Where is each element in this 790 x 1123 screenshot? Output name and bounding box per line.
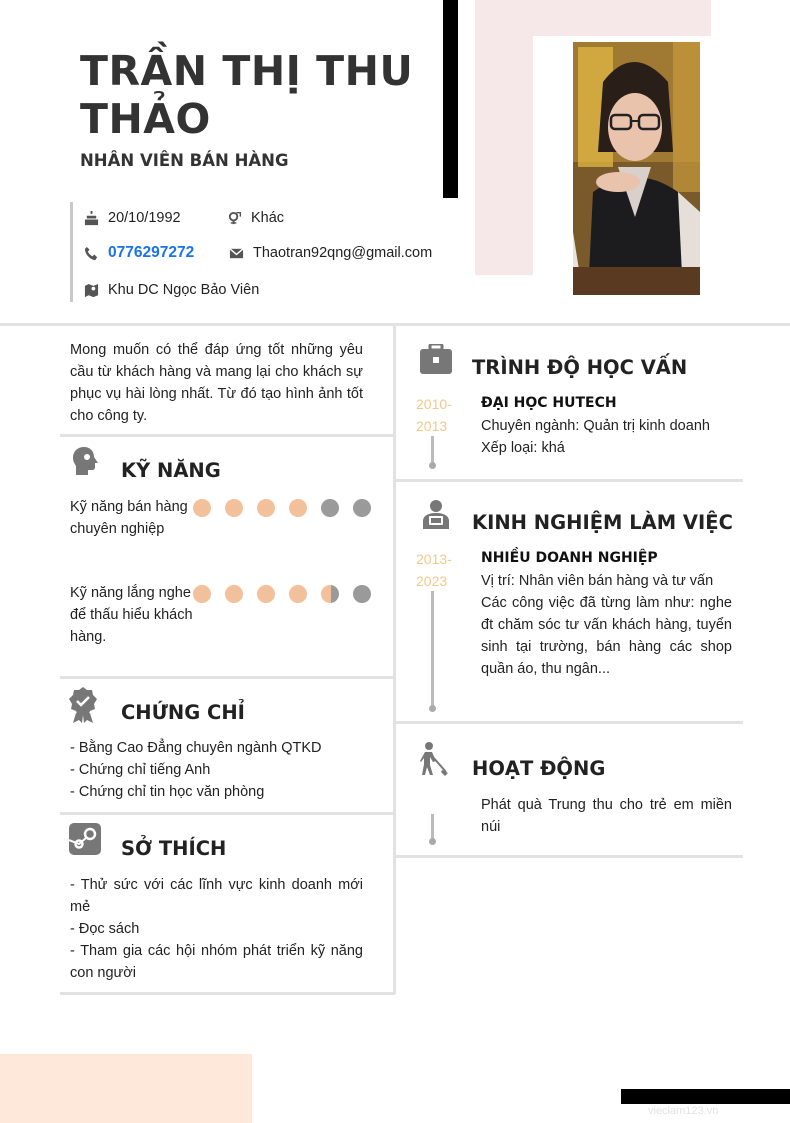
- certificates-divider: [60, 812, 395, 815]
- education-divider: [396, 479, 743, 482]
- activities-title: HOẠT ĐỘNG: [472, 757, 606, 780]
- skills-title: KỸ NĂNG: [121, 459, 221, 482]
- footer-peach-block: [0, 1054, 252, 1123]
- education-year-start: 2010-: [416, 396, 452, 412]
- email-row[interactable]: [229, 245, 432, 261]
- education-details: [481, 415, 741, 459]
- hobbies-divider: [60, 992, 395, 995]
- timeline-line: [431, 591, 434, 707]
- experience-divider: [396, 721, 743, 724]
- map-pin-icon: [84, 283, 99, 298]
- birthday-row: [84, 210, 181, 226]
- list-item: - Thử sức với các lĩnh vực kinh doanh mới mẻ: [70, 877, 363, 915]
- skill-label: Kỹ năng bán hàng chuyên nghiệp: [70, 499, 188, 537]
- experience-position: Vị trí: Nhân viên bán hàng và tư vấn: [481, 573, 714, 589]
- rating-dot-filled: [193, 585, 211, 603]
- education-title: TRÌNH ĐỘ HỌC VẤN: [472, 356, 688, 379]
- list-item: - Bằng Cao Đẳng chuyên ngành QTKD: [70, 740, 322, 756]
- experience-title: KINH NGHIỆM LÀM VIỆC: [472, 511, 733, 534]
- rating-dot-filled: [193, 499, 211, 517]
- activities-divider: [396, 855, 743, 858]
- timeline-dot: [429, 462, 436, 469]
- certificates-title: CHỨNG CHỈ: [121, 701, 245, 724]
- rating-dot-empty: [353, 585, 371, 603]
- skills-head-icon: [70, 445, 102, 482]
- phone-row[interactable]: [84, 244, 194, 262]
- rating-dot-filled: [257, 585, 275, 603]
- rating-dot-filled: [225, 499, 243, 517]
- experience-year-start: 2013-: [416, 551, 452, 567]
- rating-dot-empty: [353, 499, 371, 517]
- list-item: - Chứng chỉ tin học văn phòng: [70, 784, 265, 800]
- certificate-icon: [69, 687, 97, 728]
- phone-icon: [84, 246, 99, 261]
- gender-row: [227, 210, 284, 226]
- education-school: ĐẠI HỌC HUTECH: [481, 395, 617, 411]
- candidate-name: TRẦN THỊ THU THẢO: [80, 47, 414, 143]
- footer-black-bar: [621, 1089, 790, 1104]
- rating-dot-half: [321, 585, 339, 603]
- address-row: [84, 282, 259, 298]
- list-item: - Chứng chỉ tiếng Anh: [70, 762, 211, 778]
- person-laptop-icon: [420, 499, 452, 534]
- rating-dot-filled: [225, 585, 243, 603]
- objective-text: Mong muốn có thể đáp ứng tốt những yêu cầu từ khách hàng và mang lại cho khách sự phục vụ hài lòng nhất. Từ đó tạo hình ảnh tốt cho công ty.: [70, 342, 363, 424]
- experience-details: [481, 570, 732, 680]
- experience-year-end: 2023: [416, 573, 448, 589]
- email-value[interactable]: Thaotran92qng@gmail.com: [253, 245, 433, 261]
- rating-dot-filled: [289, 585, 307, 603]
- list-item: - Tham gia các hội nhóm phát triển kỹ năng con người: [70, 943, 363, 981]
- watermark: vieclam123.vn: [648, 1105, 719, 1117]
- address-value: Khu DC Ngọc Bảo Viên: [108, 282, 260, 298]
- hobbies-list: [70, 874, 363, 984]
- gender-value: Khác: [251, 210, 285, 226]
- education-major: Chuyên ngành: Quản trị kinh doanh: [481, 418, 710, 434]
- education-grade: Xếp loại: khá: [481, 440, 565, 456]
- list-item: - Đọc sách: [70, 921, 140, 937]
- briefcase-icon: [420, 344, 452, 379]
- cake-icon: [84, 211, 99, 226]
- gender-icon: [227, 211, 242, 226]
- objective-divider: [60, 434, 395, 437]
- timeline-dot: [429, 838, 436, 845]
- activities-description: Phát quà Trung thu cho trẻ em miền núi: [481, 797, 732, 835]
- timeline-dot: [429, 705, 436, 712]
- rating-dot-filled: [289, 499, 307, 517]
- skill-label: Kỹ năng lắng nghe để thấu hiểu khách hàng.: [70, 585, 193, 645]
- birthday-value: 20/10/1992: [108, 210, 181, 226]
- profile-photo: [573, 42, 700, 295]
- job-title: NHÂN VIÊN BÁN HÀNG: [80, 151, 289, 170]
- skill-rating: [193, 585, 371, 603]
- experience-company: NHIỀU DOANH NGHIỆP: [481, 550, 658, 566]
- experience-description: Các công việc đã từng làm như: nghe đt chăm sóc tư vấn khách hàng, tuyển sinh tại trường, bán hàng các shop quần áo, thu ngân...: [481, 595, 732, 677]
- timeline-line: [431, 814, 434, 840]
- phone-value[interactable]: 0776297272: [108, 244, 195, 261]
- rating-dot-filled: [257, 499, 275, 517]
- header-black-bar: [443, 0, 458, 198]
- hobbies-title: SỞ THÍCH: [121, 837, 227, 860]
- skill-rating: [193, 499, 371, 517]
- steam-icon: [69, 823, 101, 860]
- skills-divider: [60, 676, 395, 679]
- contact-divider: [70, 202, 73, 302]
- education-year-end: 2013: [416, 418, 448, 434]
- rating-dot-empty: [321, 499, 339, 517]
- timeline-line: [431, 436, 434, 464]
- volunteer-shovel-icon: [420, 742, 448, 781]
- envelope-icon: [229, 246, 244, 261]
- column-divider: [393, 326, 396, 994]
- certificates-list: [70, 737, 370, 803]
